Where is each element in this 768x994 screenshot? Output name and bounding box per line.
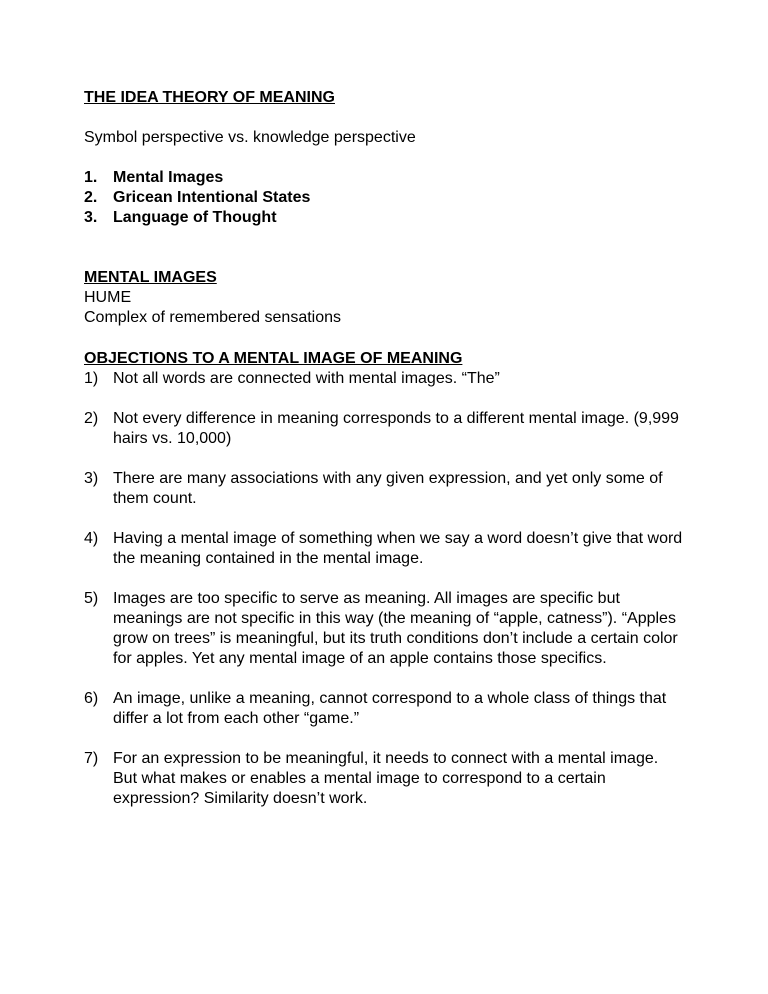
- objections-heading: OBJECTIONS TO A MENTAL IMAGE OF MEANING: [84, 350, 463, 367]
- objection-text: For an expression to be meaningful, it needs to connect with a mental image. But what makes or enables a mental image to correspond to a certain expression? Similarity doesn’t work.: [113, 750, 659, 807]
- objection-number: 5): [84, 590, 99, 607]
- objection-text: There are many associations with any given expression, and yet only some of them count.: [113, 470, 663, 507]
- topic-number: 1.: [84, 169, 98, 186]
- objection-item: [84, 749, 684, 809]
- document-title: THE IDEA THEORY OF MEANING: [84, 89, 335, 106]
- topic-label: Mental Images: [113, 169, 224, 186]
- topic-item: [84, 168, 684, 188]
- objection-text: Not every difference in meaning corresponds to a different mental image. (9,999 hairs vs. 10,000): [113, 410, 679, 447]
- topic-item: [84, 208, 684, 228]
- topic-label: Gricean Intentional States: [113, 189, 311, 206]
- objection-item: [84, 409, 684, 449]
- topic-label: Language of Thought: [113, 209, 277, 226]
- objection-text: Not all words are connected with mental images. “The”: [113, 370, 500, 387]
- objection-number: 3): [84, 470, 99, 487]
- topic-item: [84, 188, 684, 208]
- objection-text: An image, unlike a meaning, cannot correspond to a whole class of things that differ a lot from each other “game.”: [113, 690, 667, 727]
- objection-text: Images are too specific to serve as meaning. All images are specific but meanings are not specific in this way (the meaning of “apple, catness”). “Apples grow on trees” is meaningful, but its truth conditions don’t include a certain color for apples. Yet any mental image of an apple contains those specifics.: [113, 590, 678, 667]
- objection-number: 4): [84, 530, 99, 547]
- perspective-line: Symbol perspective vs. knowledge perspective: [84, 129, 416, 146]
- objection-number: 2): [84, 410, 99, 427]
- topic-number: 3.: [84, 209, 98, 226]
- mental-images-author: HUME: [84, 289, 132, 306]
- objection-number: 1): [84, 370, 99, 387]
- objection-number: 6): [84, 690, 99, 707]
- objections-list: [84, 369, 684, 809]
- document-page: [84, 88, 684, 829]
- topic-number: 2.: [84, 189, 98, 206]
- objection-item: [84, 469, 684, 509]
- objection-number: 7): [84, 750, 99, 767]
- mental-images-heading: MENTAL IMAGES: [84, 269, 217, 286]
- objection-item: [84, 589, 684, 669]
- objection-item: [84, 529, 684, 569]
- objection-text: Having a mental image of something when we say a word doesn’t give that word the meaning contained in the mental image.: [113, 530, 683, 567]
- mental-images-description: Complex of remembered sensations: [84, 309, 342, 326]
- objection-item: [84, 689, 684, 729]
- objection-item: [84, 369, 684, 389]
- topic-list: [84, 168, 684, 228]
